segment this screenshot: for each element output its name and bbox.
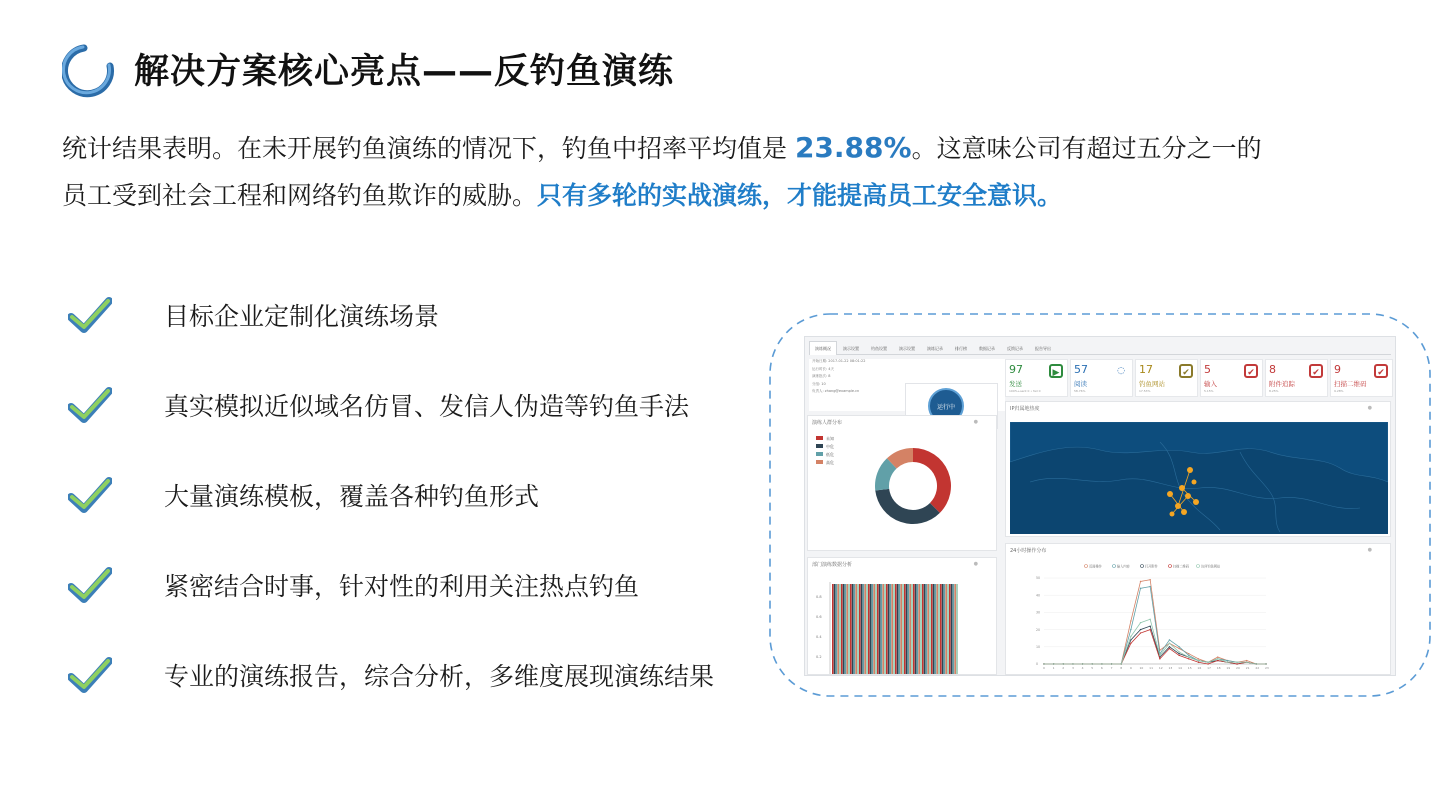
stat-number: 9 [1334,363,1341,376]
bar [881,584,883,674]
data-point [1217,660,1218,661]
data-point [1111,663,1112,664]
stat-sub: 9.28% [1334,389,1344,393]
data-point [1256,663,1257,664]
bar [897,584,899,674]
dashboard-tabbar [809,341,1391,355]
data-point [1130,636,1131,637]
bar [859,584,861,674]
bar [918,584,920,674]
feature-text: 真实模拟近似域名仿冒、发信人伪造等钓鱼手法 [164,392,690,421]
map-card [1005,401,1391,537]
bar [936,584,938,674]
stat-label: 钓鱼网站 [1139,380,1165,388]
check-icon [68,655,112,695]
stat-tile [1330,359,1393,397]
x-tick-label: 0 [1043,666,1045,670]
x-tick-label: 14 [1178,666,1182,670]
pie-slice [913,448,951,513]
page-header [62,38,674,100]
tick-label: 0.8 [816,595,822,599]
data-point [1217,656,1218,657]
legend-label: 未知 [826,436,834,441]
x-tick-label: 15 [1187,666,1192,670]
donut-card [807,415,997,551]
play-icon: ▶ [1049,364,1063,378]
dept-chart-card [807,557,997,675]
data-point [1227,662,1228,663]
bar [877,584,879,674]
bar [861,584,863,674]
tab[interactable]: 数据记录 [979,346,995,351]
stat-tile [1135,359,1198,397]
data-point [1082,663,1083,664]
x-tick-label: 17 [1207,666,1211,670]
feature-item [68,465,768,525]
stat-tile [1005,359,1068,397]
legend-swatch [816,444,823,448]
x-tick-label: 16 [1197,666,1202,670]
legend-swatch [816,436,823,440]
data-point [1140,629,1141,630]
bar [929,584,931,674]
feature-text: 大量演练模板，覆盖各种钓鱼形式 [164,482,540,511]
stat-number: 5 [1204,363,1211,376]
check-icon [68,295,112,335]
summary-line1-suffix: 。这意味公司有超过五分之一的 [911,134,1262,163]
bar [926,584,928,674]
tab[interactable]: 报告导出 [1035,346,1051,351]
bar [836,584,838,674]
tab[interactable]: 反馈记录 [1007,346,1023,351]
bar [882,584,884,674]
tab[interactable]: 演练记录 [927,346,943,351]
data-point [1217,658,1218,659]
legend-label: 中危 [826,444,834,449]
data-point [1178,648,1179,649]
bar [945,584,947,674]
data-point [1188,656,1189,657]
summary-highlight: 只有多轮的实战演练，才能提高员工安全意识。 [537,181,1063,210]
phish-rate: 23.88% [794,131,912,164]
bar [868,584,870,674]
legend-marker [1197,565,1200,568]
data-point [1140,588,1141,589]
bar [922,584,924,674]
data-point [1053,663,1054,664]
bar [888,584,890,674]
x-tick-label: 4 [1081,666,1084,670]
more-icon[interactable]: ● [1367,405,1372,411]
bar [850,584,852,674]
legend-marker [1169,565,1172,568]
legend-label: 输入内容 [1117,564,1130,569]
legend-label: 访问钓鱼网站 [1201,564,1221,569]
data-point [1140,622,1141,623]
data-point [1149,586,1150,587]
data-point [1265,663,1266,664]
bar [938,584,940,674]
data-point [1236,662,1237,663]
bar [870,584,872,674]
check-icon [68,385,112,425]
bar [855,584,857,674]
data-point [1063,663,1064,664]
data-point [1178,653,1179,654]
legend-marker [1113,565,1116,568]
checkbox-icon: ✔ [1374,364,1388,378]
bar [864,584,866,674]
info-line: 开始日期: 2017-01-22 08:01:22 [812,359,866,363]
bar [920,584,922,674]
stat-number: 8 [1269,363,1276,376]
data-point [1149,619,1150,620]
x-tick-label: 13 [1168,666,1173,670]
stat-tile [1265,359,1328,397]
data-point [1159,655,1160,656]
data-point [1149,625,1150,626]
bar [904,584,906,674]
data-point [1169,646,1170,647]
x-tick-label: 23 [1265,666,1269,670]
bar [884,584,886,674]
data-point [1227,660,1228,661]
bar [891,584,893,674]
x-tick-label: 6 [1100,666,1103,670]
legend-swatch [816,460,823,464]
data-point [1130,643,1131,644]
x-tick-label: 10 [1139,666,1144,670]
bar [834,584,836,674]
bar [944,584,946,674]
bar [899,584,901,674]
data-point [1188,655,1189,656]
bar [841,584,843,674]
card-title: 部门演练数据分析 [812,562,853,568]
x-tick-label: 5 [1091,666,1094,670]
data-point [1130,639,1131,640]
x-tick-label: 21 [1245,666,1250,670]
stat-label: 扫描二维码 [1334,380,1367,388]
bar [913,584,915,674]
data-point [1149,579,1150,580]
data-point [1169,648,1170,649]
bar [886,584,888,674]
bar [837,584,839,674]
y-tick-label: 10 [1036,645,1041,649]
check-icon [68,475,112,515]
chat-icon: ◌ [1117,366,1125,376]
stat-label: 阅读 [1074,380,1087,388]
bar [953,584,955,674]
check-icon [68,565,112,605]
bar [866,584,868,674]
loading-arc-icon [62,40,120,98]
legend-label: 扫描二维码 [1173,564,1189,569]
y-tick-label: 50 [1036,576,1041,581]
legend-label: 高危 [826,460,834,465]
data-point [1140,581,1141,582]
series-line [1044,587,1266,664]
bar [857,584,859,674]
data-point [1121,663,1122,664]
bar [947,584,949,674]
stat-sub: 17.53% [1139,389,1151,393]
info-line: 运行时长: 4天 [812,366,835,371]
bar [956,584,958,674]
bar [924,584,926,674]
y-tick-label: 30 [1036,610,1041,615]
bar [843,584,845,674]
card-title: 24小时操作分布 [1010,548,1047,554]
x-tick-label: 1 [1052,666,1055,670]
y-tick-label: 20 [1036,627,1041,632]
bar [906,584,908,674]
checkbox-icon: ✔ [1244,364,1258,378]
bar [895,584,897,674]
hourly-line-chart [1006,556,1392,674]
stat-sub: 8.25% [1269,389,1279,393]
data-point [1140,632,1141,633]
data-point [1169,639,1170,640]
tab-overview[interactable]: 演练概况 [809,341,837,355]
tab[interactable]: 钓鱼设置 [871,346,887,351]
tab[interactable]: 排行榜 [955,346,967,351]
bar [908,584,910,674]
tab[interactable]: 演示设置 [899,346,915,351]
data-point [1178,655,1179,656]
feature-item [68,555,768,615]
data-point [1101,663,1102,664]
bar [933,584,935,674]
tab[interactable]: 演示设置 [843,346,859,351]
bar [909,584,911,674]
y-tick-label: 40 [1036,593,1041,598]
feature-text: 专业的演练报告，综合分析，多维度展现演练结果 [164,662,715,691]
campaign-info [809,359,1005,411]
data-point [1207,662,1208,663]
bar [902,584,904,674]
more-icon[interactable]: ● [973,561,978,567]
x-tick-label: 22 [1255,666,1260,670]
stat-label: 发送 [1009,380,1022,388]
stat-sub: 58.76% [1074,389,1086,393]
stat-tile [1200,359,1263,397]
hourly-chart-card [1005,543,1391,675]
x-tick-label: 9 [1129,666,1132,670]
donut-chart [808,426,998,552]
bar [845,584,847,674]
card-title: IP归属地热度 [1010,406,1040,412]
page-title: 解决方案核心亮点——反钓鱼演练 [134,52,675,92]
legend-marker [1141,565,1144,568]
bar [875,584,877,674]
data-point [1198,660,1199,661]
bar [911,584,913,674]
stat-sub: 100%+sent 0 • fail 0 [1009,389,1041,393]
bar [854,584,856,674]
x-tick-label: 3 [1071,666,1074,670]
bar [900,584,902,674]
data-point [1149,629,1150,630]
bar [917,584,919,674]
bar [915,584,917,674]
bar [942,584,944,674]
data-point [1207,663,1208,664]
stat-tile [1070,359,1133,397]
more-icon[interactable]: ● [1367,547,1372,553]
bar [872,584,874,674]
data-point [1043,663,1044,664]
tick-label: 0.6 [816,615,822,619]
checkbox-icon: ✔ [1179,364,1193,378]
info-line: 分组: 10 [812,381,826,386]
x-tick-label: 8 [1120,666,1123,670]
x-tick-label: 20 [1236,666,1240,670]
stat-sub: 5.15% [1204,389,1214,393]
pie-slice [875,489,940,524]
x-tick-label: 2 [1062,666,1065,670]
dashboard-screenshot [804,336,1396,676]
stat-number: 97 [1009,363,1023,376]
stat-label: 附件追踪 [1269,380,1295,388]
data-point [1130,629,1131,630]
card-title: 演练人群分布 [812,420,843,426]
bar [931,584,933,674]
feature-text: 紧密结合时事，针对性的利用关注热点钓鱼 [164,572,640,601]
summary-text [62,124,1382,219]
legend-label: 低危 [826,452,834,457]
legend-label: 打开附件 [1145,564,1158,569]
tick-label: 0.4 [816,635,822,639]
summary-line-2 [62,172,1382,219]
legend-marker [1085,565,1088,568]
summary-line-1 [62,124,1382,172]
bar [863,584,865,674]
data-point [1236,663,1237,664]
bar [846,584,848,674]
feature-item [68,285,768,345]
data-point [1130,620,1131,621]
x-tick-label: 12 [1158,666,1163,670]
y-tick-label: 0 [1036,662,1039,667]
bar [927,584,929,674]
info-line: 演练批次: 8 [812,374,831,378]
bar [832,584,834,674]
bar [848,584,850,674]
data-point [1246,660,1247,661]
data-point [1072,663,1073,664]
data-point [1092,663,1093,664]
bar [873,584,875,674]
bar [890,584,892,674]
stat-label: 输入 [1204,380,1217,388]
bar [954,584,956,674]
data-point [1198,658,1199,659]
data-point [1246,662,1247,663]
more-icon[interactable]: ● [973,419,978,425]
x-tick-label: 18 [1216,666,1221,670]
data-point [1178,651,1179,652]
data-point [1188,653,1189,654]
bar [951,584,953,674]
x-tick-label: 19 [1226,666,1231,670]
feature-item [68,645,768,705]
data-point [1178,646,1179,647]
bar [893,584,895,674]
data-point [1159,658,1160,659]
ip-heat-map [1010,422,1388,534]
bar [839,584,841,674]
bar [879,584,881,674]
bar [949,584,951,674]
data-point [1198,662,1199,663]
tick-label: 0.2 [816,655,822,659]
feature-text: 目标企业定制化演练场景 [164,302,440,331]
data-point [1169,643,1170,644]
stat-number: 17 [1139,363,1153,376]
bar [935,584,937,674]
bar [852,584,854,674]
legend-swatch [816,452,823,456]
dept-bar-chart [808,574,998,674]
data-point [1188,658,1189,659]
stat-number: 57 [1074,363,1088,376]
bar [940,584,942,674]
x-tick-label: 7 [1110,666,1113,670]
status-badge: 运行中 [928,388,964,424]
checkbox-icon: ✔ [1309,364,1323,378]
x-tick-label: 11 [1149,666,1154,670]
legend-label: 页面操作 [1089,564,1102,569]
feature-item [68,375,768,435]
info-line: 负责人: zhang@example.cn [812,389,860,393]
summary-line2-prefix: 员工受到社会工程和网络钓鱼欺诈的威胁。 [62,181,538,210]
summary-line1-prefix: 统计结果表明。在未开展钓鱼演练的情况下，钓鱼中招率平均值是 [62,134,795,163]
